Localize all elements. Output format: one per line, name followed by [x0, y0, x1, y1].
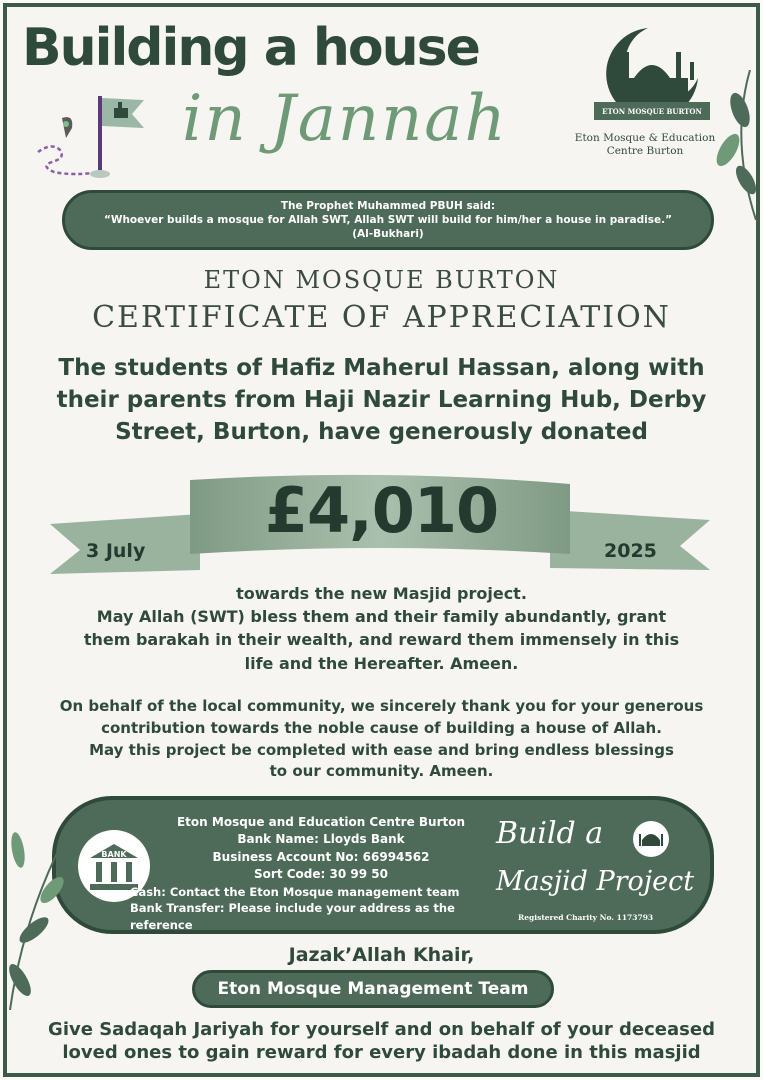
date-day: 3 July: [86, 540, 146, 562]
bank-transfer: Bank Transfer: Please include your address as the reference: [130, 901, 455, 932]
leaf-decoration-icon: [700, 70, 760, 220]
bank-name: Bank Name: Lloyds Bank: [237, 832, 405, 847]
blessing-paragraph: [40, 582, 723, 675]
bank-cash: Cash: Contact the Eton Mosque management team: [130, 884, 460, 899]
community-line4: to our community. Ameen.: [269, 762, 494, 781]
footer-text: [14, 1018, 749, 1065]
project-title-line2: Masjid Project: [496, 866, 695, 897]
bank-sort-code: Sort Code: 30 99 50: [254, 867, 388, 882]
community-paragraph: [30, 696, 733, 783]
community-line2: contribution towards the noble cause of building a house of Allah.: [101, 718, 662, 737]
logo-caption-line1: Eton Mosque & Education: [574, 132, 716, 144]
team-badge: Eton Mosque Management Team: [192, 970, 554, 1008]
charity-number: Registered Charity No. 1173793: [518, 913, 654, 922]
hadith-intro: The Prophet Muhammed PBUH said:: [280, 200, 496, 212]
organisation-name: ETON MOSQUE BURTON: [203, 266, 560, 294]
donation-statement: [20, 352, 743, 449]
title-line1: Building a house: [22, 18, 479, 78]
logo-ring-text: ETON MOSQUE BURTON: [602, 107, 702, 116]
flag-icon: [32, 92, 152, 182]
footer-line2: loved ones to gain reward for every ibadah done in this masjid: [62, 1042, 701, 1064]
community-line3: May this project be completed with ease and bring endless blessings: [89, 740, 674, 759]
certificate-title: CERTIFICATE OF APPRECIATION: [92, 300, 671, 335]
donation-amount: £4,010: [264, 474, 499, 547]
blessing-line2: May Allah (SWT) bless them and their family abundantly, grant: [96, 607, 667, 627]
bank-icon-label: BANK: [101, 850, 127, 859]
date-year: 2025: [604, 540, 657, 562]
footer-line1: Give Sadaqah Jariyah for yourself and on behalf of your deceased: [48, 1019, 715, 1040]
title-line2: in Jannah: [182, 82, 508, 156]
project-title-line1: Build a: [496, 816, 604, 851]
hadith-quote: “Whoever builds a mosque for Allah SWT, Allah SWT will build for him/her a house in paradise.”: [103, 214, 673, 227]
community-line1: On behalf of the local community, we sincerely thank you for your generous: [59, 697, 704, 715]
hadith-source: (Al-Bukhari): [352, 228, 424, 241]
leaf-decoration-left-icon: [4, 810, 84, 1010]
bank-org-name: Eton Mosque and Education Centre Burton: [176, 815, 466, 829]
blessing-line4: life and the Hereafter. Ameen.: [244, 653, 519, 673]
donation-line2: their parents from Haji Nazir Learning Hub, Derby: [56, 387, 707, 414]
project-mosque-icon: [632, 820, 670, 858]
donation-line1: The students of Hafiz Maherul Hassan, along with: [58, 355, 705, 381]
logo-caption-line2: Centre Burton: [606, 145, 684, 158]
thanks-text: Jazak’Allah Khair,: [288, 944, 475, 966]
blessing-line3: them barakah in their wealth, and reward them immensely in this: [83, 630, 680, 650]
bank-account: Business Account No: 66994562: [212, 849, 430, 864]
bank-details-panel: [52, 796, 714, 934]
bank-details-text: [130, 814, 506, 934]
mosque-logo-icon: [588, 22, 716, 132]
blessing-line1: towards the new Masjid project.: [236, 584, 527, 603]
donation-line3: Street, Burton, have generously donated: [115, 419, 648, 446]
hadith-panel: [62, 190, 714, 250]
